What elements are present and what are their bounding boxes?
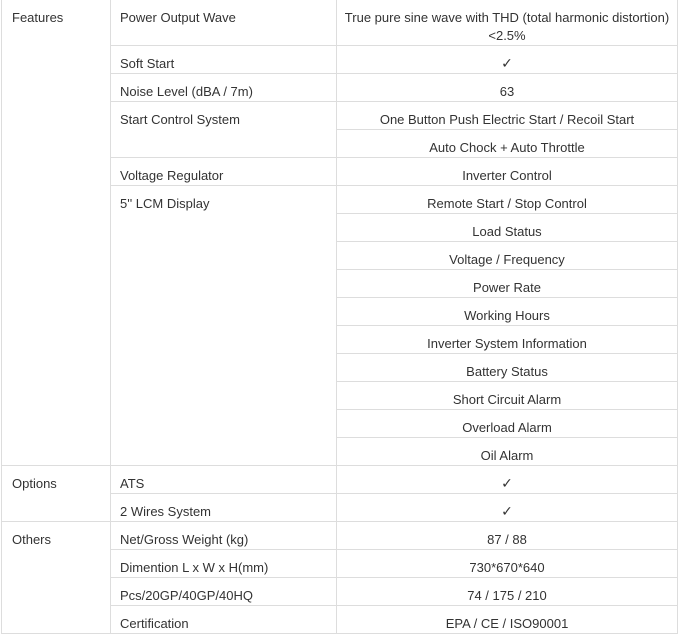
spec-value: Load Status <box>337 214 678 242</box>
category-others: Others <box>2 522 111 634</box>
spec-value: Inverter Control <box>337 158 678 186</box>
spec-name: Soft Start <box>111 46 337 74</box>
spec-name: 5'' LCM Display <box>111 186 337 466</box>
spec-name: Net/Gross Weight (kg) <box>111 522 337 550</box>
spec-value: Battery Status <box>337 354 678 382</box>
spec-value: Working Hours <box>337 298 678 326</box>
spec-value: Short Circuit Alarm <box>337 382 678 410</box>
spec-name: 2 Wires System <box>111 494 337 522</box>
spec-value: Remote Start / Stop Control <box>337 186 678 214</box>
spec-name: Power Output Wave <box>111 0 337 46</box>
spec-value: Oil Alarm <box>337 438 678 466</box>
spec-value: 87 / 88 <box>337 522 678 550</box>
spec-value: Overload Alarm <box>337 410 678 438</box>
spec-name: Start Control System <box>111 102 337 158</box>
spec-name: ATS <box>111 466 337 494</box>
table-row <box>2 466 678 494</box>
spec-name: Pcs/20GP/40GP/40HQ <box>111 578 337 606</box>
spec-value: 74 / 175 / 210 <box>337 578 678 606</box>
spec-value: 730*670*640 <box>337 550 678 578</box>
spec-value: Voltage / Frequency <box>337 242 678 270</box>
spec-value: Auto Chock + Auto Throttle <box>337 130 678 158</box>
spec-name: Certification <box>111 606 337 634</box>
spec-value: Inverter System Information <box>337 326 678 354</box>
category-options: Options <box>2 466 111 522</box>
spec-value: EPA / CE / ISO90001 <box>337 606 678 634</box>
spec-value: Power Rate <box>337 270 678 298</box>
table-row <box>2 522 678 550</box>
spec-name: Noise Level (dBA / 7m) <box>111 74 337 102</box>
spec-value: 63 <box>337 74 678 102</box>
specs-table <box>1 0 678 634</box>
check-icon: ✓ <box>337 466 678 494</box>
spec-name: Voltage Regulator <box>111 158 337 186</box>
category-features: Features <box>2 0 111 466</box>
check-icon: ✓ <box>337 46 678 74</box>
spec-value: True pure sine wave with THD (total harmonic distortion) <2.5% <box>337 0 678 46</box>
spec-value: One Button Push Electric Start / Recoil Start <box>337 102 678 130</box>
spec-name: Dimention L x W x H(mm) <box>111 550 337 578</box>
table-row <box>2 0 678 46</box>
check-icon: ✓ <box>337 494 678 522</box>
